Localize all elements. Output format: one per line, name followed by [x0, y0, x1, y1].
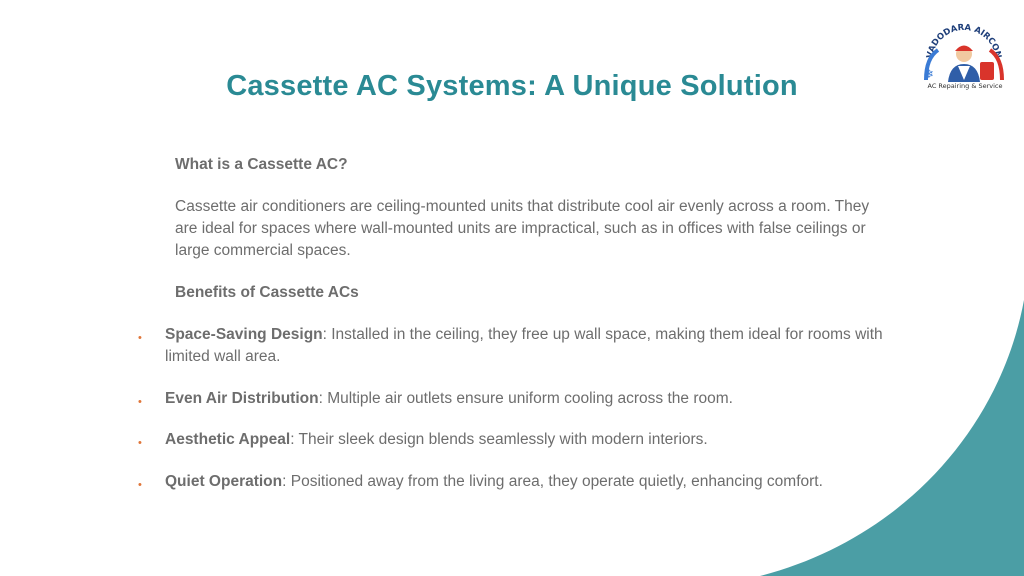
benefit-term: Space-Saving Design [165, 326, 323, 343]
benefit-text: : Multiple air outlets ensure uniform cooling across the room. [318, 390, 733, 407]
benefit-item-quiet [138, 471, 895, 493]
section-paragraph: Cassette air conditioners are ceiling-mounted units that distribute cool air evenly across a room. They are ideal for spaces where wall-mounted units are impractical, such as in offices with false ceilings or large commercial spaces. [175, 198, 870, 259]
svg-text:❄: ❄ [924, 67, 935, 81]
bullet-icon: • [138, 437, 142, 449]
bullet-icon: • [138, 479, 142, 491]
benefit-term: Even Air Distribution [165, 390, 319, 407]
benefit-text: : Their sleek design blends seamlessly with modern interiors. [290, 431, 708, 448]
slide-title: Cassette AC Systems: A Unique Solution [226, 70, 798, 102]
benefit-item-space-saving [138, 324, 895, 368]
benefit-term: Quiet Operation [165, 473, 283, 490]
bullet-icon: • [138, 332, 142, 344]
bullet-icon: • [138, 396, 142, 408]
benefit-item-air-distribution [138, 388, 895, 410]
section-heading-what-is: What is a Cassette AC? [175, 156, 348, 173]
benefit-term: Aesthetic Appeal [165, 431, 291, 448]
benefit-item-aesthetic [138, 429, 895, 451]
logo-tagline: AC Repairing & Service [927, 82, 1003, 90]
logo-name: VADODARA AIRCON [925, 22, 1003, 60]
benefit-text: : Positioned away from the living area, they operate quietly, enhancing comfort. [282, 473, 823, 490]
benefit-text: : Installed in the ceiling, they free up wall space, making them ideal for rooms with limited wall area. [165, 326, 883, 365]
section-heading-benefits: Benefits of Cassette ACs [175, 284, 359, 301]
